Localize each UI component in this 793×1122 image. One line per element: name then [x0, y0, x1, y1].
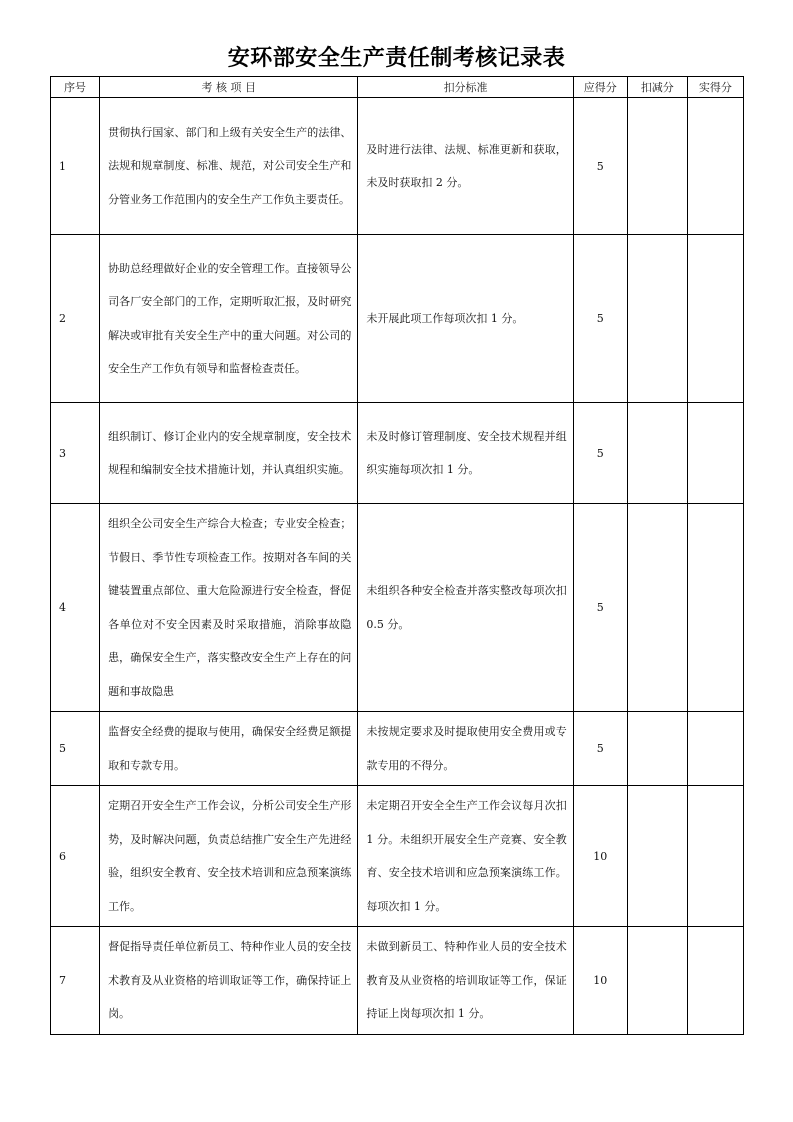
- row-no: 6: [51, 786, 100, 927]
- row-criteria: 未组织各种安全检查并落实整改每项次扣 0.5 分。: [358, 504, 573, 712]
- row-no: 1: [51, 98, 100, 235]
- row-no: 2: [51, 235, 100, 403]
- row-deducted-cell[interactable]: [627, 786, 687, 927]
- table-row: [51, 403, 744, 504]
- table-row: [51, 235, 744, 403]
- row-due-score: 10: [573, 786, 627, 927]
- row-item: 督促指导责任单位新员工、特种作业人员的安全技术教育及从业资格的培训取证等工作，确保持证上岗。: [100, 927, 358, 1035]
- header-item: 考 核 项 目: [100, 77, 358, 98]
- row-due-score: 5: [573, 504, 627, 712]
- table-row: [51, 712, 744, 786]
- row-actual-cell[interactable]: [687, 504, 743, 712]
- row-no: 5: [51, 712, 100, 786]
- row-item: 组织制订、修订企业内的安全规章制度，安全技术规程和编制安全技术措施计划，并认真组织实施。: [100, 403, 358, 504]
- row-criteria: 未做到新员工、特种作业人员的安全技术教育及从业资格的培训取证等工作，保证持证上岗每项次扣 1 分。: [358, 927, 573, 1035]
- row-deducted-cell[interactable]: [627, 403, 687, 504]
- table-row: [51, 786, 744, 927]
- row-actual-cell[interactable]: [687, 927, 743, 1035]
- row-deducted-cell[interactable]: [627, 927, 687, 1035]
- table-row: [51, 927, 744, 1035]
- header-criteria: 扣分标准: [358, 77, 573, 98]
- row-no: 7: [51, 927, 100, 1035]
- row-criteria: 未定期召开安全全生产工作会议每月次扣 1 分。未组织开展安全生产竞赛、安全教育、安全技术培训和应急预案演练工作。每项次扣 1 分。: [358, 786, 573, 927]
- row-actual-cell[interactable]: [687, 712, 743, 786]
- row-actual-cell[interactable]: [687, 403, 743, 504]
- header-due-score: 应得分: [573, 77, 627, 98]
- row-due-score: 10: [573, 927, 627, 1035]
- row-due-score: 5: [573, 712, 627, 786]
- row-item: 协助总经理做好企业的安全管理工作。直接领导公司各厂安全部门的工作，定期听取汇报，及时研究解决或审批有关安全生产中的重大问题。对公司的安全生产工作负有领导和监督检查责任。: [100, 235, 358, 403]
- document-title: 安环部安全生产责任制考核记录表: [227, 46, 566, 71]
- row-actual-cell[interactable]: [687, 98, 743, 235]
- row-no: 4: [51, 504, 100, 712]
- row-deducted-cell[interactable]: [627, 235, 687, 403]
- assessment-table: [50, 76, 744, 1035]
- header-actual: 实得分: [687, 77, 743, 98]
- header-deducted: 扣减分: [627, 77, 687, 98]
- table-row: [51, 98, 744, 235]
- row-item: 组织全公司安全生产综合大检查；专业安全检查；节假日、季节性专项检查工作。按期对各车间的关键装置重点部位、重大危险源进行安全检查，督促各单位对不安全因素及时采取措施，消除事故隐患，确保安全生产，落实整改安全生产上存在的问题和事故隐患: [100, 504, 358, 712]
- row-no: 3: [51, 403, 100, 504]
- row-criteria: 未开展此项工作每项次扣 1 分。: [358, 235, 573, 403]
- row-actual-cell[interactable]: [687, 235, 743, 403]
- row-criteria: 未按规定要求及时提取使用安全费用或专款专用的不得分。: [358, 712, 573, 786]
- row-actual-cell[interactable]: [687, 786, 743, 927]
- row-deducted-cell[interactable]: [627, 98, 687, 235]
- row-criteria: 及时进行法律、法规、标准更新和获取，未及时获取扣 2 分。: [358, 98, 573, 235]
- row-deducted-cell[interactable]: [627, 504, 687, 712]
- table-row: [51, 504, 744, 712]
- row-due-score: 5: [573, 403, 627, 504]
- row-due-score: 5: [573, 235, 627, 403]
- row-item: 贯彻执行国家、部门和上级有关安全生产的法律、法规和规章制度、标准、规范，对公司安全生产和分管业务工作范围内的安全生产工作负主要责任。: [100, 98, 358, 235]
- row-deducted-cell[interactable]: [627, 712, 687, 786]
- row-due-score: 5: [573, 98, 627, 235]
- row-criteria: 未及时修订管理制度、安全技术规程并组织实施每项次扣 1 分。: [358, 403, 573, 504]
- row-item: 监督安全经费的提取与使用，确保安全经费足额提取和专款专用。: [100, 712, 358, 786]
- row-item: 定期召开安全生产工作会议，分析公司安全生产形势，及时解决问题，负责总结推广安全生产先进经验，组织安全教育、安全技术培训和应急预案演练工作。: [100, 786, 358, 927]
- table-header-row: [51, 77, 744, 98]
- header-no: 序号: [51, 77, 100, 98]
